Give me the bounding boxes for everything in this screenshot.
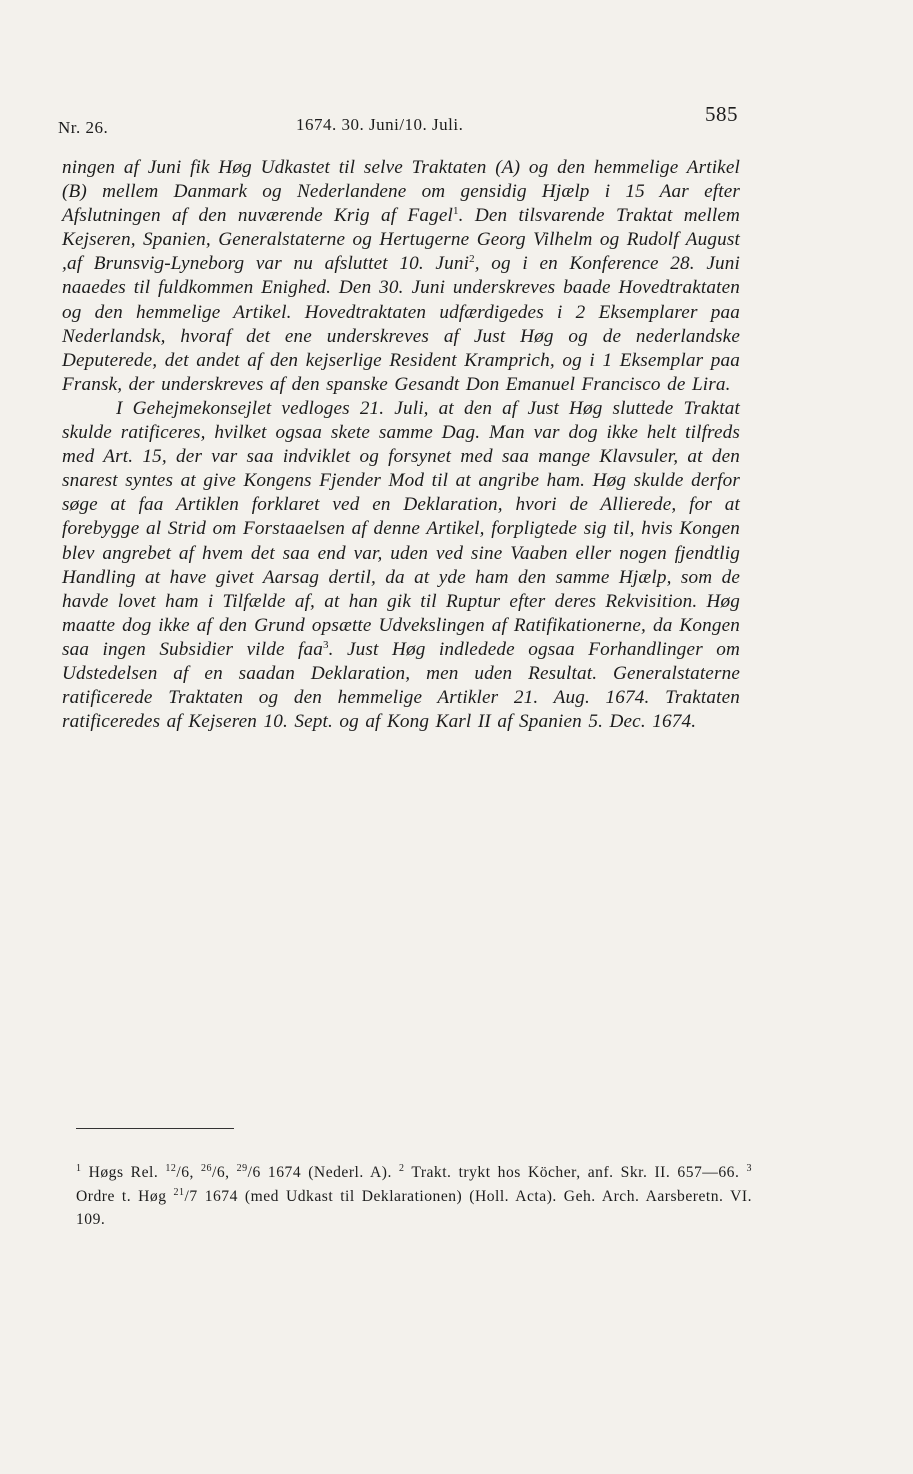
running-date: 1674. 30. Juni/10. Juli. xyxy=(296,115,464,134)
footnotes xyxy=(76,1161,752,1232)
footnote-2-mark: 2 xyxy=(399,1163,405,1174)
footnote-3-mark: 3 xyxy=(746,1163,752,1174)
footnote-divider xyxy=(76,1128,234,1129)
footnote-1-date-3-month: /6 1674 (Nederl. A). xyxy=(247,1164,399,1181)
footnote-1-date-1-month: /6, xyxy=(176,1164,202,1181)
paragraph-1-part-2: . Den tilsvarende Traktat mellem Kejseren, Spanien, Generalstaterne og Hertugerne Georg Vilhelm og Rudolf August ,af Brunsvig-Lyneborg var nu afsluttet 10. Juni xyxy=(62,205,740,275)
footnote-ref-2: 2 xyxy=(469,253,475,266)
footnote-1-text: Høgs Rel. xyxy=(81,1164,166,1181)
page-number: 585 xyxy=(705,102,738,126)
footnote-1-date-1-day: 12 xyxy=(165,1163,177,1174)
page-header xyxy=(58,102,738,137)
footnote-2-text: Trakt. trykt hos Köcher, anf. Skr. II. 657—66. xyxy=(404,1164,747,1181)
document-number: Nr. 26. xyxy=(58,118,109,137)
paragraph-2 xyxy=(62,397,740,734)
footnote-3-date-day: 21 xyxy=(173,1186,185,1198)
paragraph-1-part-1: ningen af Juni fik Høg Udkastet til selve Traktaten (A) og den hemmelige Artikel (B) mellem Danmark og Nederlandene om gensidig Hjælp i 15 Aar efter Afslutningen af den nuværende Krig af Fagel xyxy=(62,157,740,227)
paragraph-1 xyxy=(62,156,740,397)
footnote-3-text: Ordre t. Høg xyxy=(76,1187,174,1205)
footnote-ref-3: 3 xyxy=(323,638,329,651)
footnote-3-date-rest: /7 1674 (med Udkast til Deklarationen) (Holl. Acta). Geh. Arch. Aarsberetn. VI. 109. xyxy=(76,1187,752,1228)
main-text xyxy=(62,156,740,734)
paragraph-2-part-1: I Gehejmekonsejlet vedloges 21. Juli, at den af Just Høg sluttede Traktat skulde ratificeres, hvilket ogsaa skete samme Dag. Man var dog ikke helt tilfreds med Art. 15, der var saa indviklet og forsynet med saa mange Klavsuler, at den snarest syntes at give Kongens Fjender Mod til at angribe ham. Høg skulde derfor søge at faa Artiklen forklaret ved en Deklaration, hvori de Allierede, for at forebygge al Strid om Forstaaelsen af denne Artikel, forpligtede sig til, hvis Kongen blev angrebet af hvem det saa end var, uden ved sine Vaaben eller nogen fjendtlig Handling at have givet Aarsag dertil, da at yde ham den samme Hjælp, som de havde lovet ham i Tilfælde af, at han gik til Ruptur efter deres Rekvisition. Høg maatte dog ikke af den Grund opsætte Udvekslingen af Ratifikationerne, da Kongen saa ingen Subsidier vilde faa xyxy=(62,397,740,660)
footnote-1-date-2-month: /6, xyxy=(212,1164,237,1181)
footnote-1 xyxy=(76,1164,399,1181)
footnote-1-date-3-day: 29 xyxy=(236,1163,248,1174)
footnote-2 xyxy=(399,1164,747,1181)
paragraph-1-part-3: , og i en Konference 28. Juni naaedes til fuldkommen Enighed. Den 30. Juni underskreves baade Hovedtraktaten og den hemmelige Artikel. Hovedtraktaten udfærdigedes i 2 Eksemplarer paa Nederlandsk, hvoraf det ene underskreves af Just Høg og de nederlandske Deputerede, det andet af den kejserlige Resident Kramprich, og i 1 Eksemplar paa Fransk, der underskreves af den spanske Gesandt Don Emanuel Francisco de Lira. xyxy=(62,253,740,395)
footnote-1-mark: 1 xyxy=(76,1163,82,1174)
paragraph-2-part-2: . Just Høg indledede ogsaa Forhandlinger om Udstedelsen af en saadan Deklaration, men uden Resultat. Generalstaterne ratificerede Traktaten og den hemmelige Artikler 21. Aug. 1674. Traktaten ratificeredes af Kejseren 10. Sept. og af Kong Karl II af Spanien 5. Dec. 1674. xyxy=(62,638,740,733)
footnote-1-date-2-day: 26 xyxy=(201,1163,213,1174)
footnote-ref-1: 1 xyxy=(453,205,459,218)
